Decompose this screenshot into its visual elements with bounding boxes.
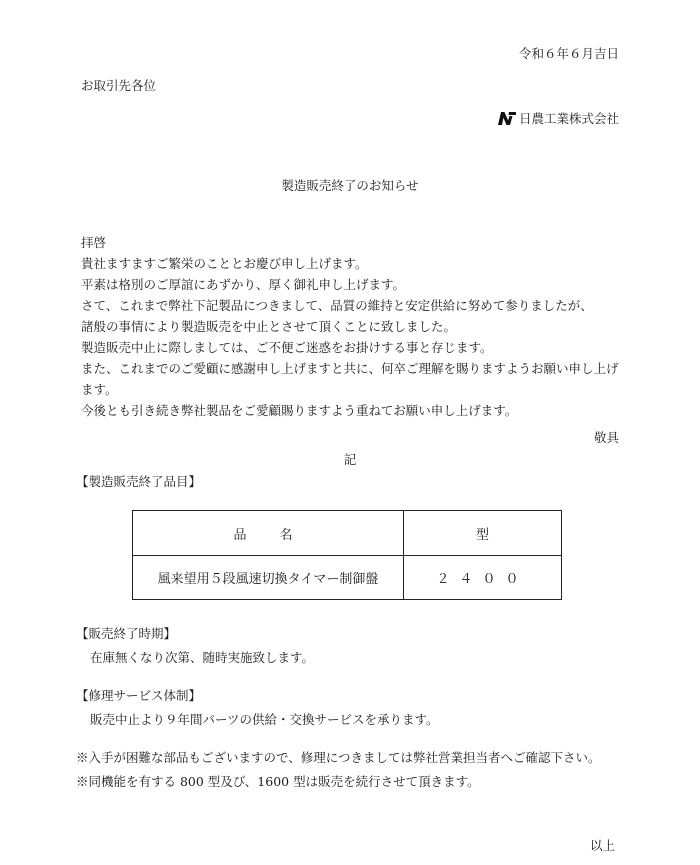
- note: ※同機能を有する 800 型及び、1600 型は販売を続行させて頂きます。: [76, 774, 480, 789]
- repair-heading: 【修理サービス体制】: [76, 688, 202, 703]
- body-line: 今後とも引き続き弊社製品をご愛顧賜りますよう重ねてお願い申し上げます。: [81, 403, 518, 418]
- body-line: 製造販売中止に際しましては、ご不便ご迷惑をお掛けする事と存じます。: [81, 340, 493, 355]
- items-heading: 【製造販売終了品目】: [76, 474, 202, 489]
- company-block: [498, 109, 619, 127]
- letter-body: [81, 232, 621, 421]
- body-line: さて、これまで弊社下記製品につきまして、品質の維持と安定供給に努めて参りましたが、: [81, 298, 593, 313]
- end-period-text: 在庫無くなり次第、随時実施致します。: [90, 650, 315, 665]
- greeting: 拝啓: [81, 235, 107, 250]
- table-header-row: [133, 511, 562, 556]
- product-name-cell: 風来望用５段風速切換タイマー制御盤: [133, 556, 404, 600]
- body-line: 平素は格別のご厚誼にあずかり、厚く御礼申し上げます。: [81, 277, 406, 292]
- body-line: 貴社ますますご繁栄のこととお慶び申し上げます。: [81, 256, 368, 271]
- end-marker: 以上: [589, 838, 615, 853]
- product-table: [132, 510, 562, 600]
- ki-marker: 記: [343, 452, 357, 467]
- page-title: 製造販売終了のお知らせ: [281, 178, 419, 193]
- body-line: また、これまでのご愛顧に感謝申し上げますと共に、何卒ご理解を賜りますようお願い申し上げます。: [81, 361, 619, 397]
- column-header-model: 型: [404, 511, 562, 556]
- recipient: お取引先各位: [81, 78, 157, 93]
- table-row: [133, 556, 562, 600]
- end-period-heading: 【販売終了時期】: [76, 626, 177, 641]
- note: ※入手が困難な部品もございますので、修理につきましては弊社営業担当者へご確認下さい。: [76, 750, 601, 765]
- closing: 敬具: [593, 430, 619, 445]
- column-header-name: 品 名: [133, 511, 404, 556]
- company-name: 日農工業株式会社: [518, 111, 619, 126]
- nichino-logo-icon: [498, 112, 516, 125]
- body-line: 諸般の事情により製造販売を中止とさせて頂くことに致しました。: [81, 319, 457, 334]
- document-date: 令和６年６月吉日: [518, 46, 619, 61]
- product-model-cell: ２４００: [404, 556, 562, 600]
- repair-text: 販売中止より９年間パーツの供給・交換サービスを承ります。: [90, 712, 439, 727]
